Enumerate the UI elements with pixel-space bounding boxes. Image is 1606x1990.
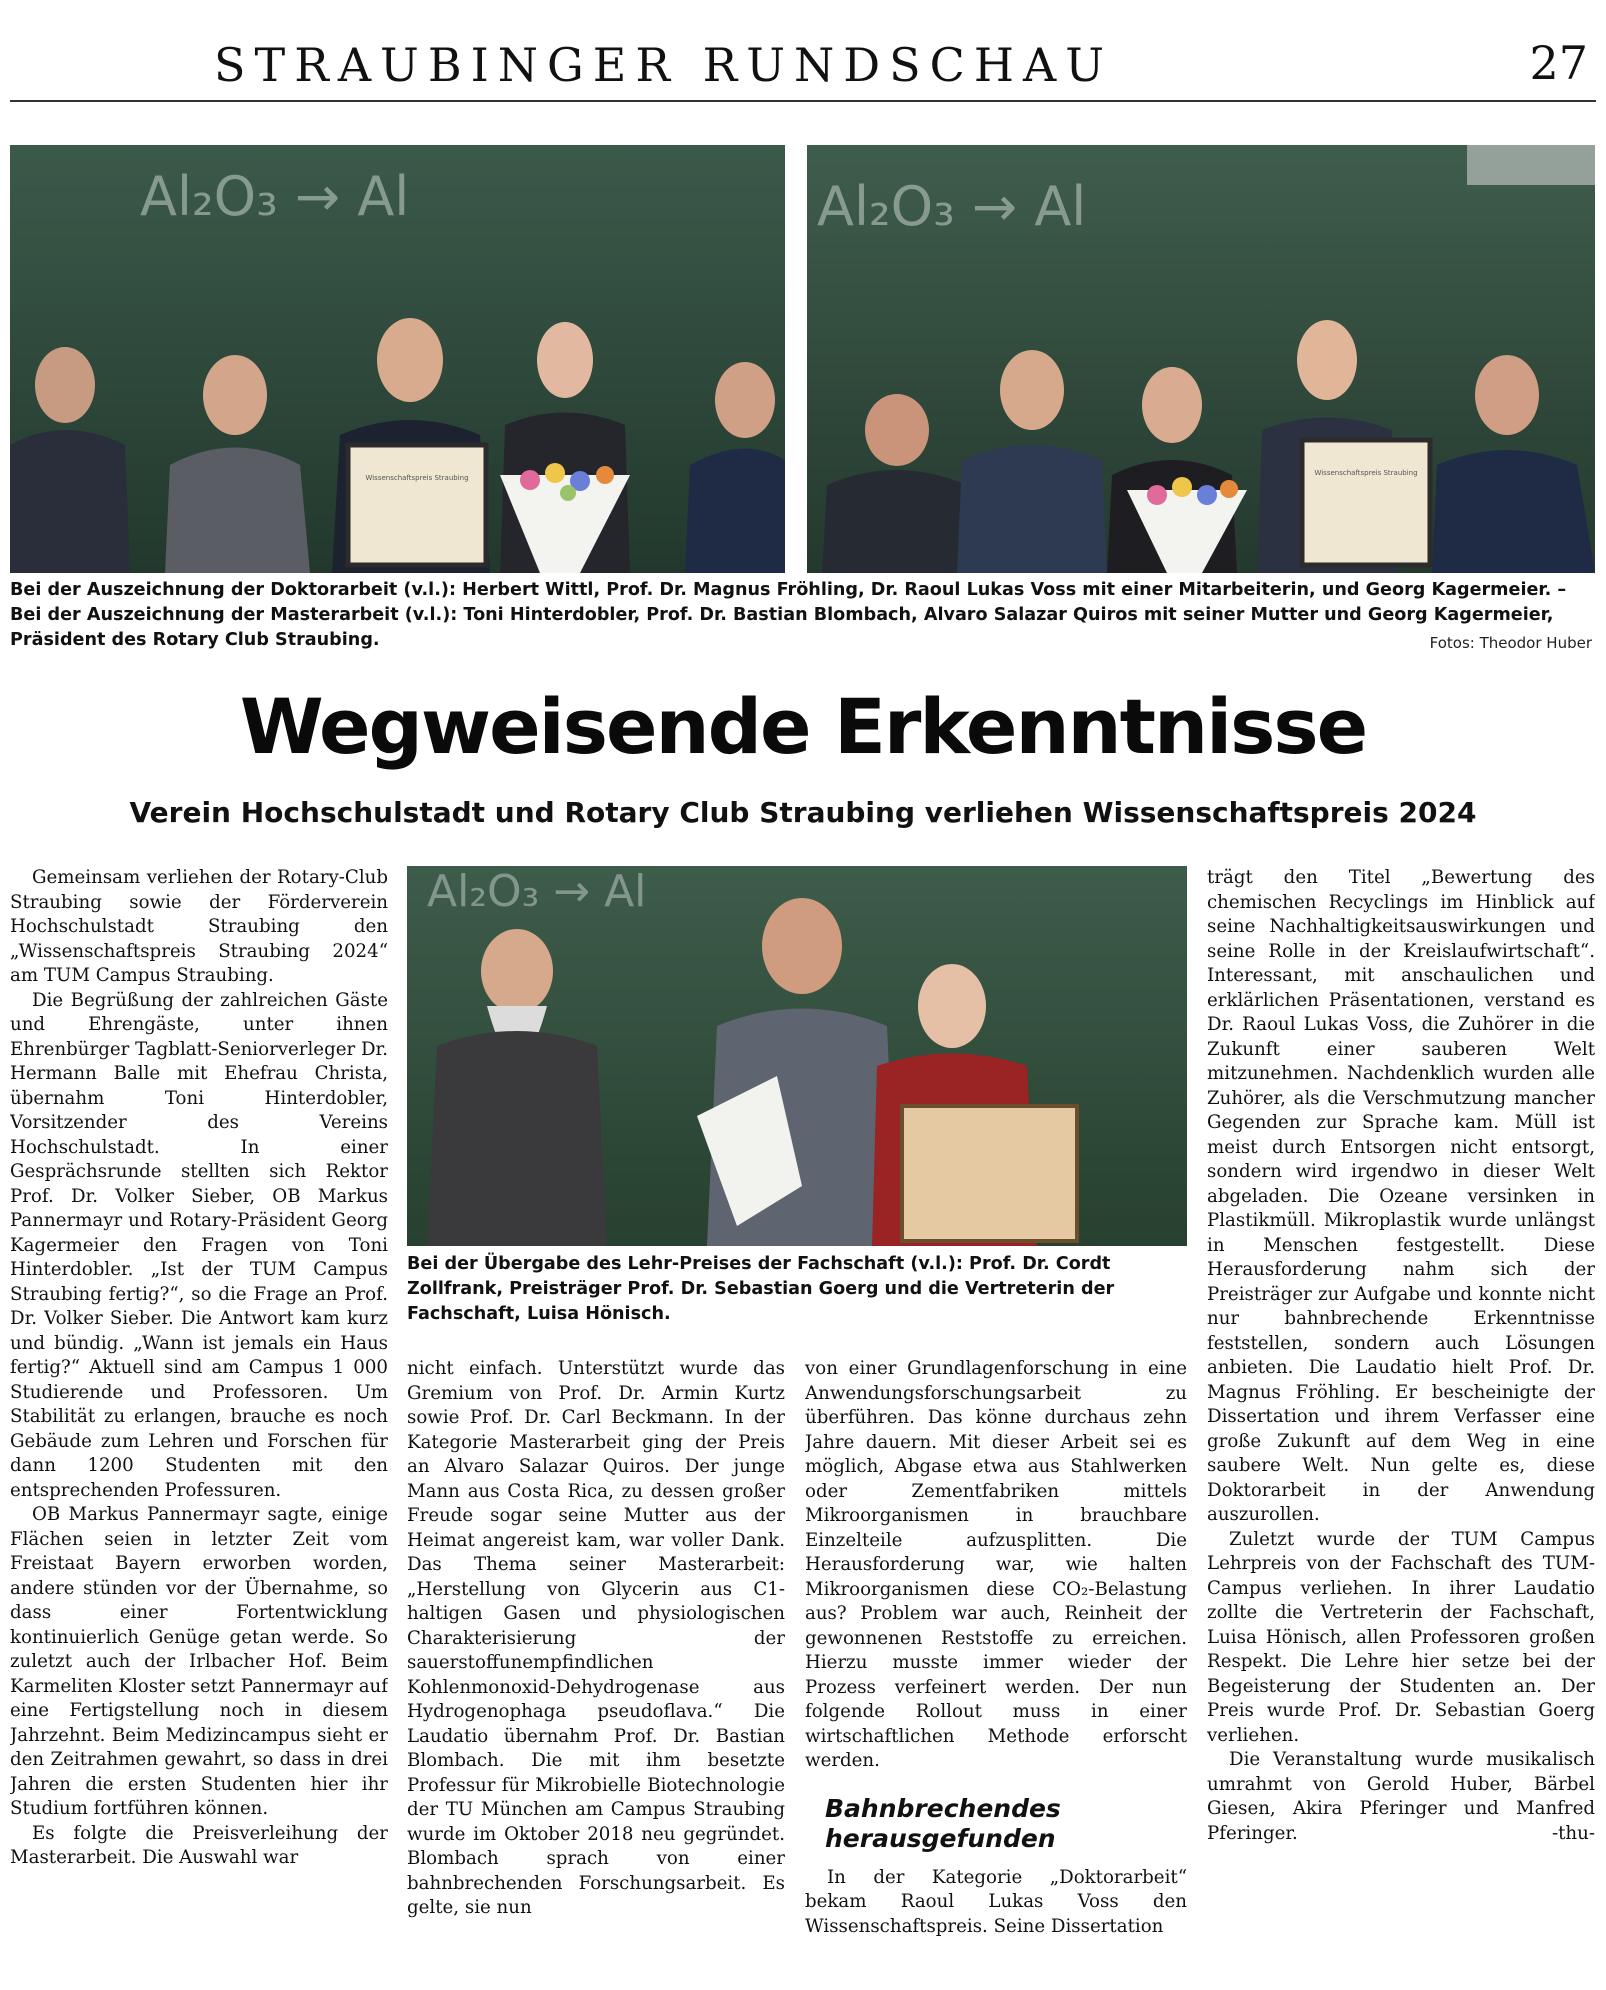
middle-photo-caption: Bei der Übergabe des Lehr-Preises der Fachschaft (v.l.): Prof. Dr. Cordt Zollfrank, Preisträger Prof. Dr. Sebastian Goerg und die Vertreterin der Fachschaft, Luisa Hönisch. [407,1254,1115,1324]
masthead: STRAUBINGER RUNDSCHAU [214,38,1113,92]
certificate-text: Wissenschaftspreis Straubing [1314,469,1418,477]
top-photo-caption: Bei der Auszeichnung der Doktorarbeit (v.l.): Herbert Wittl, Prof. Dr. Magnus Fröhling, Dr. Raoul Lukas Voss mit einer Mitarbeiterin, und Georg Kagermeier. – Bei der Auszeichnung der Masterarbeit (v.l.): Toni Hinterdobler, Prof. Dr. Bastian Blombach, Alvaro Salazar Quiros mit seiner Mutter und Georg Kagermeier, Präsident des Rotary Club Straubing. [10,580,1567,650]
board-text: Al₂O₃ → Al [427,866,647,917]
certificate-text: Wissenschaftspreis Straubing [365,474,469,482]
paragraph: Zuletzt wurde der TUM Campus Lehrpreis von der Fachschaft des TUM-Campus verliehen. In ihrer Laudatio zollte die Vertreterin der Fachschaft, Luisa Hönisch, allen Professoren großen Respekt. Die Lehre hier setze bei der Begeisterung der Studenten an. Der Preis wurde Prof. Dr. Sebastian Goerg verliehen. [1207,1528,1595,1746]
certificate [348,445,486,565]
masthead-rule [10,100,1596,102]
section-heading-line: Bahnbrechendes [825,1793,1061,1823]
paragraph: OB Markus Pannermayr sagte, einige Flächen seien in letzter Zeit vom Freistaat Bayern erworben worden, andere stünden vor der Übernahme, so dass einer Fortentwicklung kontinuierlich Genüge getan werde. So zuletzt auch der Irlbacher Hof. Beim Karmeliten Kloster setzt Pannermayr auf eine Fertigstellung noch in diesem Jahrzehnt. Beim Medizincampus sieht er den Zeitrahmen gewahrt, so dass in drei Jahren die ersten Studenten hier ihr Studium fortführen können. [10,1504,388,1819]
photo-credit: Fotos: Theodor Huber [1429,634,1592,652]
photo-master-award [807,145,1595,573]
board-text: Al₂O₃ → Al [817,175,1087,238]
board-text: Al₂O₃ → Al [140,165,410,228]
paragraph-text: Die Veranstaltung wurde musikalisch umrahmt von Gerold Huber, Bärbel Giesen, Akira Pferinger und Manfred Pferinger. [1207,1749,1595,1844]
article-column-4 [1207,866,1595,1984]
section-heading-line: herausgefunden [825,1823,1056,1853]
paragraph [1207,1748,1595,1846]
paragraph: In der Kategorie „Doktorarbeit“ bekam Raoul Lukas Voss den Wissenschaftspreis. Seine Dissertation [805,1866,1187,1937]
paragraph: nicht einfach. Unterstützt wurde das Gremium von Prof. Dr. Armin Kurtz sowie Prof. Dr. Carl Beckmann. In der Kategorie Masterarbeit ging der Preis an Alvaro Salazar Quiros. Der junge Mann aus Costa Rica, zu dessen großer Freude sogar seine Mutter aus der Heimat angereist kam, war voller Dank. Das Thema seiner Masterarbeit: „Herstellung von Glycerin aus C1-haltigen Gasen und physiologischen Charakterisierung der sauerstoffunempfindlichen Kohlenmonoxid-Dehydrogenase aus Hydrogenophaga pseudoflava.“ Die Laudatio übernahm Prof. Dr. Bastian Blombach. Die mit ihm besetzte Professur für Mikrobielle Biotechnologie der TU München am Campus Straubing wurde im Oktober 2018 neu gegründet. Blombach sprach von einer bahnbrechenden Forschungsarbeit. Es gelte, sie nun [407,1358,785,1918]
paragraph: trägt den Titel „Bewertung des chemischen Recyclings im Hinblick auf seine Nachhaltigkeitsauswirkungen und seine Rolle in der Kreislaufwirtschaft“. Interessant, mit anschaulichen und erklärlichen Präsentationen, verstand es Dr. Raoul Lukas Voss, die Zuhörer in die Zukunft einer sauberen Welt mitzunehmen. Nachdenklich wurden alle Zuhörer, als die Verschmutzung mancher Gegenden zur Sprache kam. Müll ist meist durch Entsorgen nicht entsorgt, sondern wird irgendwo in dieser Welt abgeladen. Die Ozeane versinken in Plastikmüll. Mikroplastik wurde unlängst in Menschen festgestellt. Diese Herausforderung nahm sich der Preisträger zur Aufgabe und konnte nicht nur bahnbrechende Erkenntnisse feststellen, sondern auch Lösungen anbieten. Die Laudatio hielt Prof. Dr. Magnus Fröhling. Er bescheinigte der Dissertation und ihrem Verfasser eine große Zukunft auf dem Weg in eine saubere Welt. Nun gelte es, diese Doktorarbeit in der Anwendung auszurollen. [1207,867,1595,1525]
headline: Wegweisende Erkenntnisse [239,682,1367,771]
subheadline: Verein Hochschulstadt und Rotary Club Straubing verliehen Wissenschaftspreis 2024 [129,796,1477,829]
certificate [902,1106,1077,1241]
section-heading [825,1794,1187,1854]
certificate [1302,440,1430,565]
article-column-3 [805,1357,1187,1984]
article-column-1 [10,866,388,1984]
page-number: 27 [1529,36,1588,90]
article-column-2 [407,1357,785,1984]
paragraph: Es folgte die Preisverleihung der Masterarbeit. Die Auswahl war [10,1822,388,1868]
photo-doctoral-award [10,145,785,573]
paragraph: Gemeinsam verliehen der Rotary-Club Straubing sowie der Förderverein Hochschulstadt Straubing den „Wissenschaftspreis Straubing 2024“ am TUM Campus Straubing. [10,867,388,986]
photo-teaching-award [407,866,1187,1246]
author-signature: -thu- [1551,1822,1595,1844]
paragraph: Die Begrüßung der zahlreichen Gäste und Ehrengäste, unter ihnen Ehrenbürger Tagblatt-Seniorverleger Dr. Hermann Balle mit Ehefrau Christa, übernahm Toni Hinterdobler, Vorsitzender des Vereins Hochschulstadt. In einer Gesprächsrunde stellten sich Rektor Prof. Dr. Volker Sieber, OB Markus Pannermayr und Rotary-Präsident Georg Kagermeier den Fragen von Toni Hinterdobler. „Ist der TUM Campus Straubing fertig?“, so die Frage an Prof. Dr. Volker Sieber. Die Antwort kam kurz und bündig. „Wann ist jemals ein Haus fertig?“ Aktuell sind am Campus 1 000 Studierende und Professoren. Um Stabilität zu erlangen, brauche es noch Gebäude zum Lehren und Forschen für dann 1200 Studenten mit den entsprechenden Professuren. [10,989,388,1501]
paragraph: von einer Grundlagenforschung in eine Anwendungsforschungsarbeit zu überführen. Das könne durchaus zehn Jahre dauern. Mit dieser Arbeit sei es möglich, Abgase etwa aus Stahlwerken oder Zementfabriken mittels Mikroorganismen in brauchbare Einzelteile aufzusplitten. Die Herausforderung war, wie halten Mikroorganismen diese CO₂-Belastung aus? Problem war auch, Reinheit der gewonnenen Reststoffe zu erreichen. Hierzu musste immer wieder der Prozess verfeinert werden. Der nun folgende Rollout muss in einer wirtschaftlichen Methode erforscht werden. [805,1358,1187,1771]
